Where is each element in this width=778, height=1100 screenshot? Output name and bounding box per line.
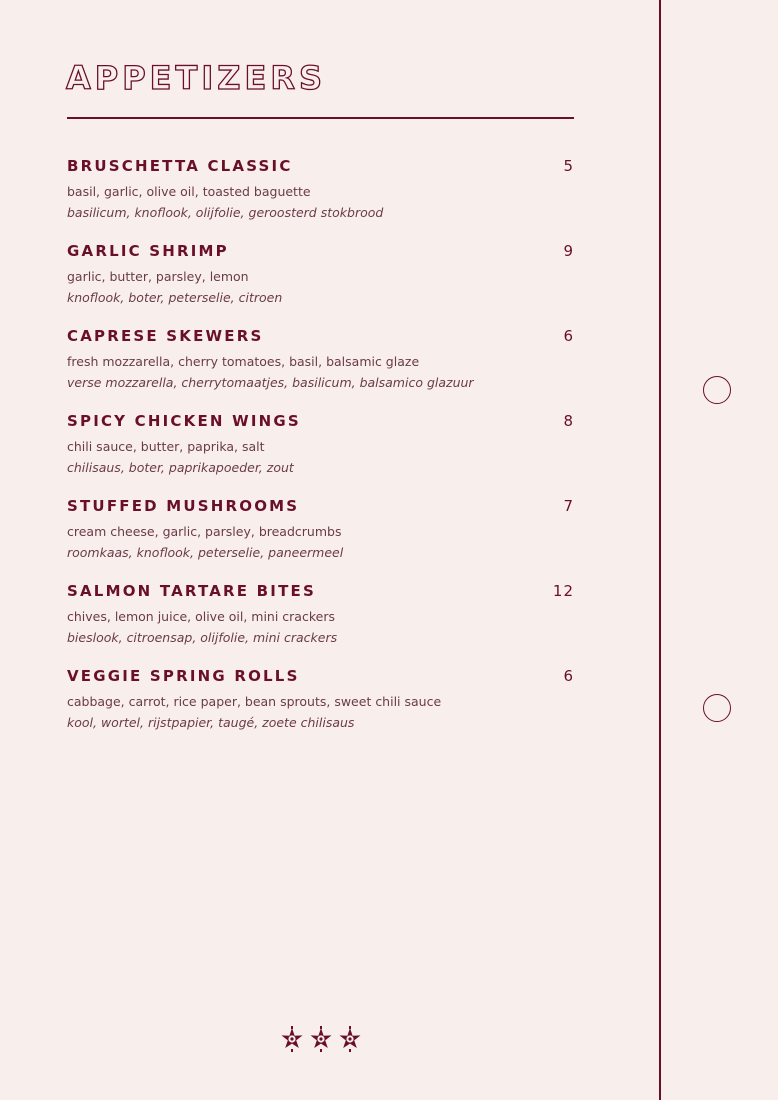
menu-item-description: cream cheese, garlic, parsley, breadcrumbs	[67, 524, 342, 539]
menu-item-name: SALMON TARTARE BITES	[67, 582, 316, 600]
flower-ornament-icon	[311, 1026, 332, 1052]
flower-ornament-icon	[282, 1026, 303, 1052]
menu-item-price: 9	[563, 242, 574, 260]
menu-item-price: 5	[563, 157, 574, 175]
menu-item-name: CAPRESE SKEWERS	[67, 327, 264, 345]
menu-item	[67, 322, 574, 407]
menu-item-name: SPICY CHICKEN WINGS	[67, 412, 301, 430]
menu-item	[67, 237, 574, 322]
menu-item-description: basil, garlic, olive oil, toasted baguette	[67, 184, 311, 199]
menu-item	[67, 152, 574, 237]
binder-hole-icon	[703, 694, 731, 722]
menu-item	[67, 577, 574, 662]
title-divider	[67, 117, 574, 119]
menu-item-description-translation: verse mozzarella, cherrytomaatjes, basilicum, balsamico glazuur	[67, 375, 474, 390]
menu-item-name: BRUSCHETTA CLASSIC	[67, 157, 293, 175]
menu-item-name: STUFFED MUSHROOMS	[67, 497, 300, 515]
menu-item-description: chives, lemon juice, olive oil, mini crackers	[67, 609, 335, 624]
menu-item-description-translation: chilisaus, boter, paprikapoeder, zout	[67, 460, 294, 475]
menu-item	[67, 662, 574, 747]
menu-item-description-translation: roomkaas, knoflook, peterselie, paneermeel	[67, 545, 344, 560]
menu-item-description: chili sauce, butter, paprika, salt	[67, 439, 265, 454]
menu-item-price: 12	[552, 582, 574, 600]
menu-item-description-translation: bieslook, citroensap, olijfolie, mini crackers	[67, 630, 338, 645]
menu-item	[67, 407, 574, 492]
flower-ornament-icon	[279, 1026, 363, 1052]
menu-item-description-translation: basilicum, knoflook, olijfolie, geroosterd stokbrood	[67, 205, 384, 220]
menu-item	[67, 492, 574, 577]
menu-item-name: GARLIC SHRIMP	[67, 242, 229, 260]
page-title: APPETIZERS	[66, 59, 327, 97]
menu-item-description: fresh mozzarella, cherry tomatoes, basil, balsamic glaze	[67, 354, 420, 369]
menu-item-description-translation: knoflook, boter, peterselie, citroen	[67, 290, 283, 305]
flower-ornament-icon	[340, 1026, 361, 1052]
vertical-divider-line	[659, 0, 661, 1100]
menu-item-description: garlic, butter, parsley, lemon	[67, 269, 249, 284]
menu-item-price: 6	[563, 667, 574, 685]
menu-item-name: VEGGIE SPRING ROLLS	[67, 667, 300, 685]
menu-item-description: cabbage, carrot, rice paper, bean sprouts, sweet chili sauce	[67, 694, 442, 709]
menu-item-description-translation: kool, wortel, rijstpapier, taugé, zoete chilisaus	[67, 715, 355, 730]
menu-item-price: 6	[563, 327, 574, 345]
menu-item-price: 7	[563, 497, 574, 515]
menu-list	[67, 152, 574, 747]
menu-item-price: 8	[563, 412, 574, 430]
binder-hole-icon	[703, 376, 731, 404]
